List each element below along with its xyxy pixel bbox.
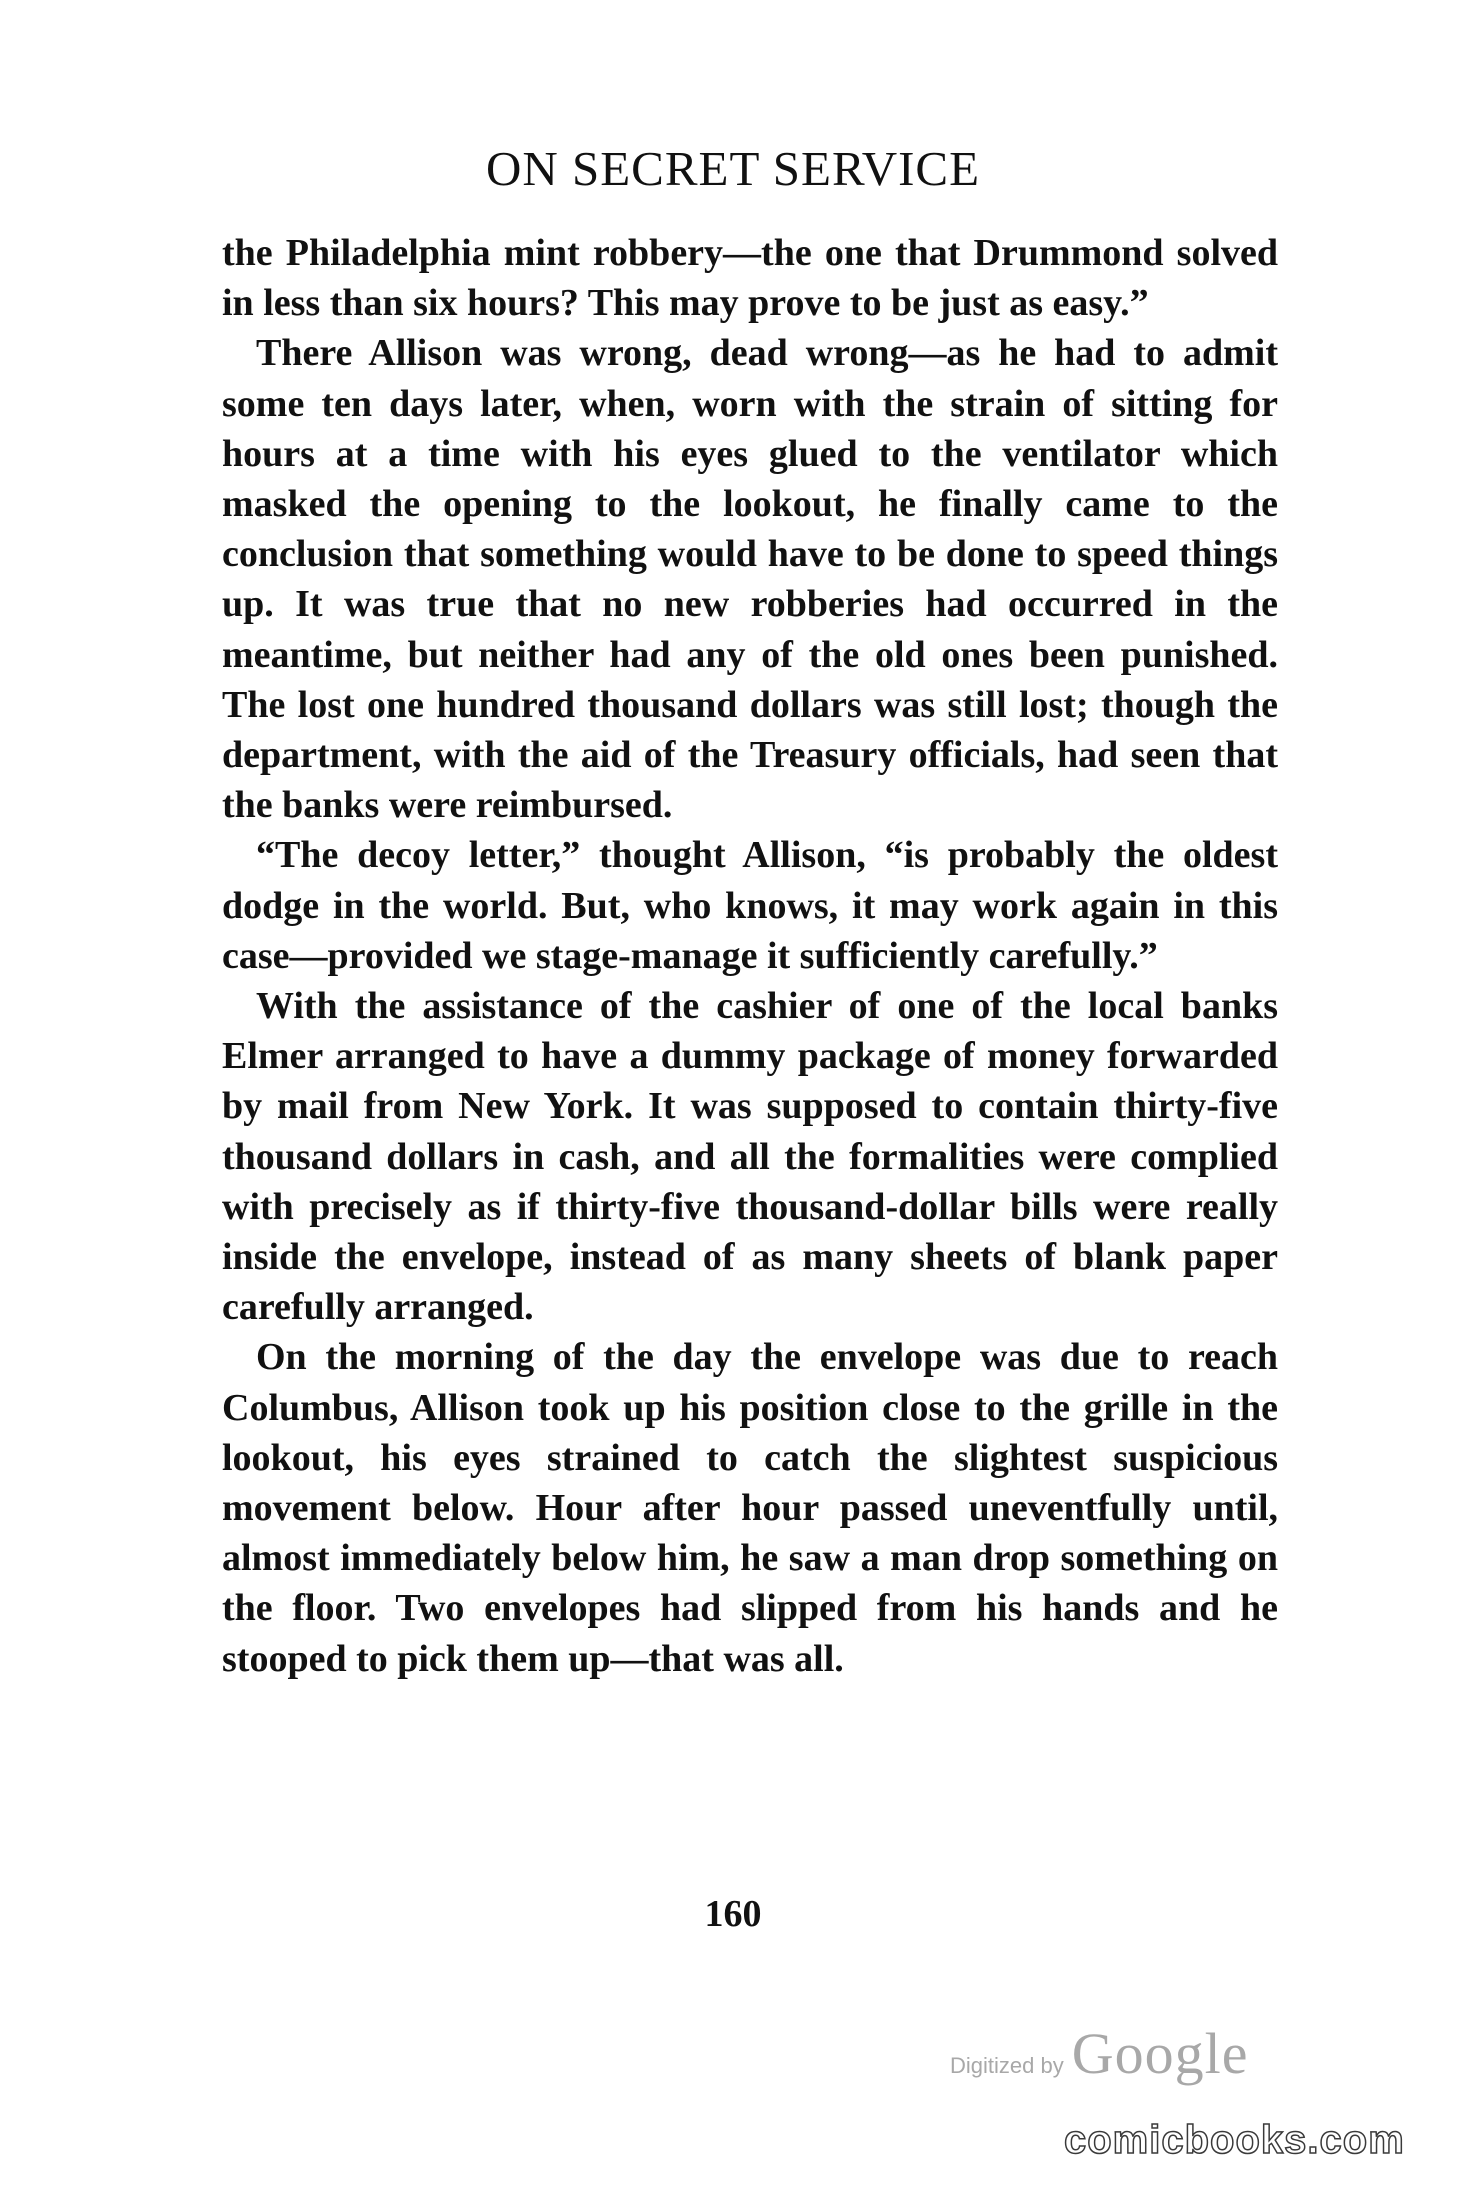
paragraph: On the morning of the day the envelope was due to reach Columbus, Allison took up his position close to the grille in the lookout, his eyes strained to catch the slightest suspicious movement below. Hour after hour passed uneventfully until, almost immediately below him, he saw a man drop something on the floor. Two envelopes had slipped from his hands and he stooped to pick them up—that was all. [222, 1336, 1278, 1680]
running-head: ON SECRET SERVICE [485, 141, 981, 196]
page-number: 160 [704, 1893, 762, 1935]
paragraph: “The decoy letter,” thought Allison, “is probably the oldest dodge in the world. But, who knows, it may work again in this case—provided we stage-manage it sufficiently carefully.” [222, 834, 1278, 977]
google-watermark [950, 2020, 1280, 2090]
digitized-by-text: Digitized by [950, 2053, 1064, 2078]
site-watermark: comicbooks.com [1064, 2118, 1405, 2162]
paragraph-continued: the Philadelphia mint robbery—the one that Drummond solved in less than six hours? This may prove to be just as easy.” [222, 232, 1278, 325]
paragraph: There Allison was wrong, dead wrong—as he had to admit some ten days later, when, worn with the strain of sitting for hours at a time with his eyes glued to the ventilator which masked the opening to the lookout, he finally came to the conclusion that something would have to be done to speed things up. It was true that no new robberies had occurred in the meantime, but neither had any of the old ones been punished. The lost one hundred thousand dollars was still lost; though the department, with the aid of the Treasury officials, had seen that the banks were reimbursed. [222, 332, 1278, 827]
google-logo-text: Google [1071, 2021, 1249, 2086]
paragraph: With the assistance of the cashier of one of the local banks Elmer arranged to have a dummy package of money forwarded by mail from New York. It was supposed to contain thirty-five thousand dollars in cash, and all the formalities were complied with precisely as if thirty-five thousand-dollar bills were really inside the envelope, instead of as many sheets of blank paper carefully arranged. [222, 985, 1278, 1329]
body-text [222, 228, 1278, 1684]
